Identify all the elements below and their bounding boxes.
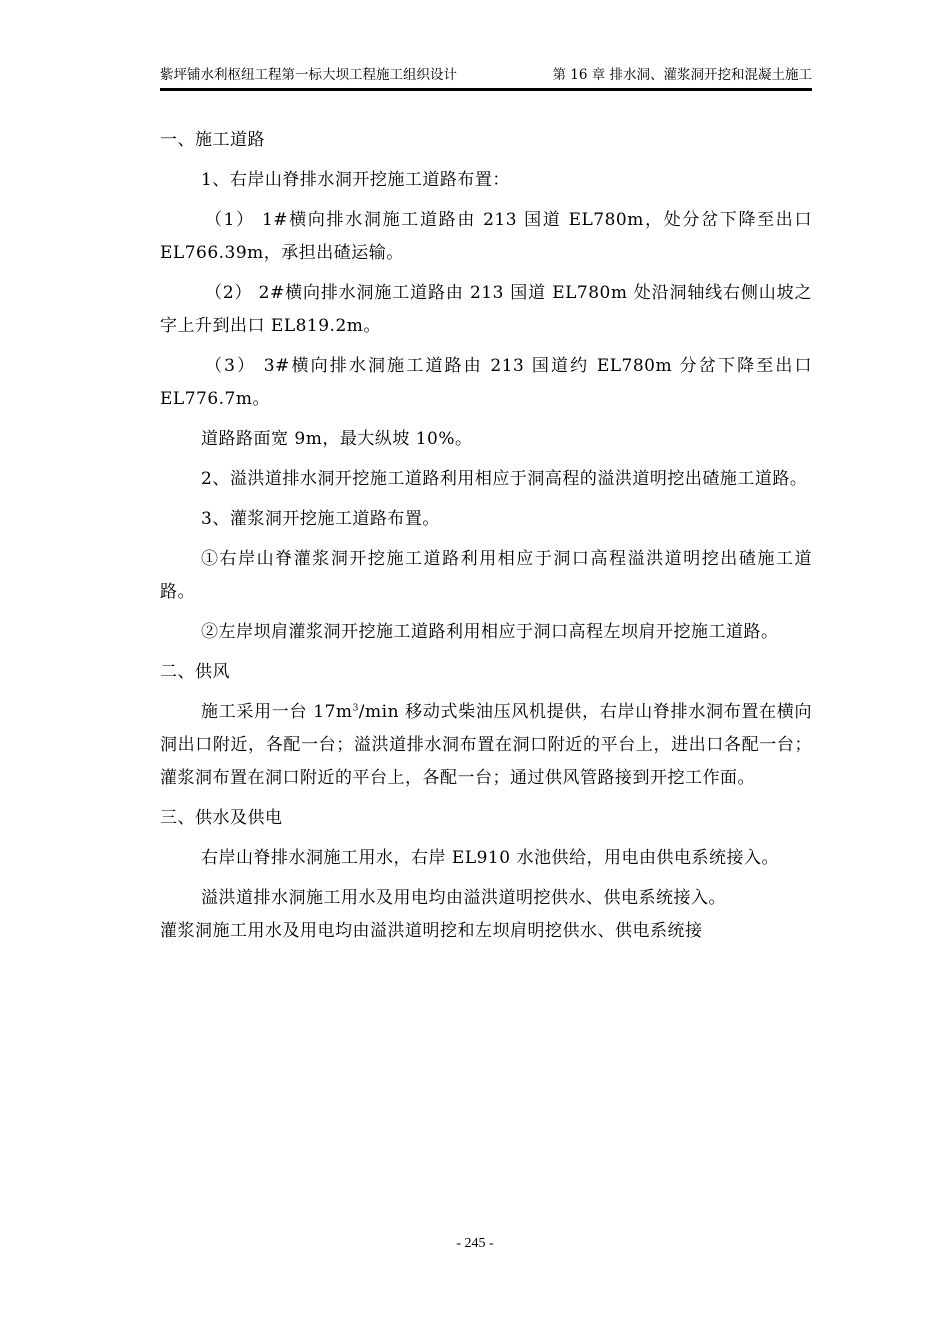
paragraph-grouting-water-power: 灌浆洞施工用水及用电均由溢洪道明挖和左坝肩明挖供水、供电系统接	[160, 921, 703, 941]
superscript-3: 3	[352, 703, 359, 714]
paragraph-air-supply	[160, 696, 812, 795]
section-heading-water-power: 三、供水及供电	[160, 808, 283, 828]
header-divider	[160, 89, 812, 91]
air-supply-text-end: /min 移动式柴油压风机提供，右岸山脊排水洞布置在横向洞出口附近，各配一台；溢洪道排水洞布置在洞口附近的平台上，进出口各配一台；灌浆洞布置在洞口附近的平台上，各配一台；通过供风管路接到开挖工作面。	[160, 702, 813, 788]
paragraph-road-item-2: （2） 2#横向排水洞施工道路由 213 国道 EL780m 处沿洞轴线右侧山坡之字上升到出口 EL819.2m。	[160, 283, 812, 336]
paragraph-road-item-1: （1） 1#横向排水洞施工道路由 213 国道 EL780m，处分岔下降至出口 EL766.39m，承担出碴运输。	[160, 210, 812, 263]
paragraph-grouting-left-abutment: ②左岸坝肩灌浆洞开挖施工道路利用相应于洞口高程左坝肩开挖施工道路。	[201, 622, 779, 642]
page-header	[160, 64, 812, 89]
header-chapter-title: 第 16 章 排水洞、灌浆洞开挖和混凝土施工	[552, 67, 812, 83]
paragraph-spillway-water-power: 溢洪道排水洞施工用水及用电均由溢洪道明挖供水、供电系统接入。	[201, 888, 726, 908]
paragraph-grouting-right-ridge: ①右岸山脊灌浆洞开挖施工道路利用相应于洞口高程溢洪道明挖出碴施工道路。	[160, 549, 812, 602]
paragraph-spillway-drainage-roads: 2、溢洪道排水洞开挖施工道路利用相应于洞高程的溢洪道明挖出碴施工道路。	[201, 469, 808, 489]
paragraph-road-width: 道路路面宽 9m，最大纵坡 10%。	[201, 429, 473, 449]
section-heading-construction-roads: 一、施工道路	[160, 130, 265, 150]
paragraph-grouting-roads: 3、灌浆洞开挖施工道路布置。	[201, 509, 440, 529]
section-heading-air-supply: 二、供风	[160, 662, 230, 682]
paragraph-right-ridge-water-power: 右岸山脊排水洞施工用水，右岸 EL910 水池供给，用电由供电系统接入。	[201, 848, 779, 868]
page-number: - 245 -	[456, 1236, 494, 1251]
air-supply-text-start: 施工采用一台 17m	[201, 702, 353, 722]
header-document-title: 紫坪铺水利枢纽工程第一标大坝工程施工组织设计	[160, 67, 457, 83]
paragraph-road-item-3: （3） 3#横向排水洞施工道路由 213 国道约 EL780m 分岔下降至出口 EL776.7m。	[160, 356, 812, 409]
document-body	[160, 124, 812, 955]
paragraph-right-ridge-roads: 1、右岸山脊排水洞开挖施工道路布置：	[201, 170, 510, 190]
